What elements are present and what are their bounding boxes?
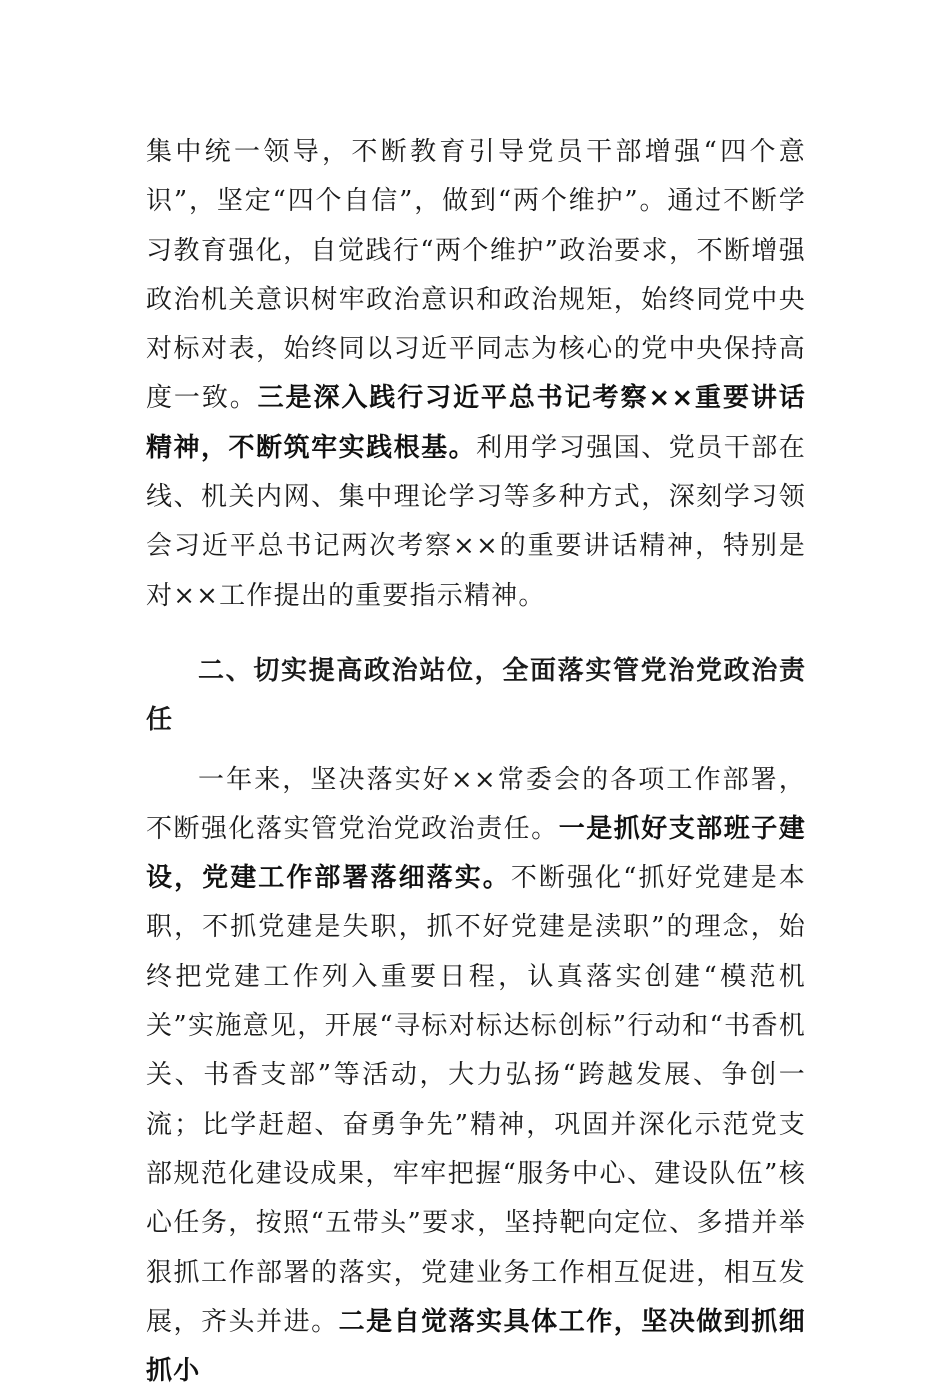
paragraph-text: 集中统一领导，不断教育引导党员干部增强“四个意识”，坚定“四个自信”，做到“两个维护”。通过不断学习教育强化，自觉践行“两个维护”政治要求，不断增强政治机关意识树牢政治意识和政治规矩，始终同党中央对标对表，始终同以习近平同志为核心的党中央保持高度一致。 (146, 137, 806, 414)
section-spacer (146, 621, 806, 635)
bold-lead-sentence: 一是抓好支部班子建设，党建工作部署落细落实。 (146, 813, 806, 894)
bold-lead-sentence: 三是深入践行习近平总书记考察××重要讲话精神，不断筑牢实践根基。 (146, 383, 806, 463)
paragraph-text: 不断强化“抓好党建是本职，不抓党建是失职，抓不好党建是渎职”的理念，始终把党建工作列入重要日程，认真落实创建“模范机关”实施意见，开展“寻标对标达标创标”行动和“书香机关、书香支部”等活动，大力弘扬“跨越发展、争创一流；比学赶超、奋勇争先”精神，巩固并深化示范党支部规范化建设成果，牢牢把握“服务中心、建设队伍”核心任务，按照“五带头”要求，坚持靶向定位、多措并举狠抓工作部署的落实，党建业务工作相互促进，相互发展，齐头并进。 (146, 863, 806, 1337)
paragraph-text: 利用学习强国、党员干部在线、机关内网、集中理论学习等多种方式，深刻学习领会习近平总书记两次考察××的重要讲话精神，特别是对××工作提出的重要指示精神。 (146, 432, 806, 611)
document-body (146, 128, 806, 1396)
section-heading: 二、切实提高政治站位，全面落实管党治党政治责任 (146, 655, 806, 736)
paragraph-continuation (146, 128, 806, 621)
paragraph-text: 一年来，坚决落实好××常委会的各项工作部署，不断强化落实管党治党政治责任。 (146, 764, 806, 844)
paragraph (146, 756, 806, 1396)
bold-lead-sentence: 二是自觉落实具体工作，坚决做到抓细抓小 (146, 1306, 806, 1387)
